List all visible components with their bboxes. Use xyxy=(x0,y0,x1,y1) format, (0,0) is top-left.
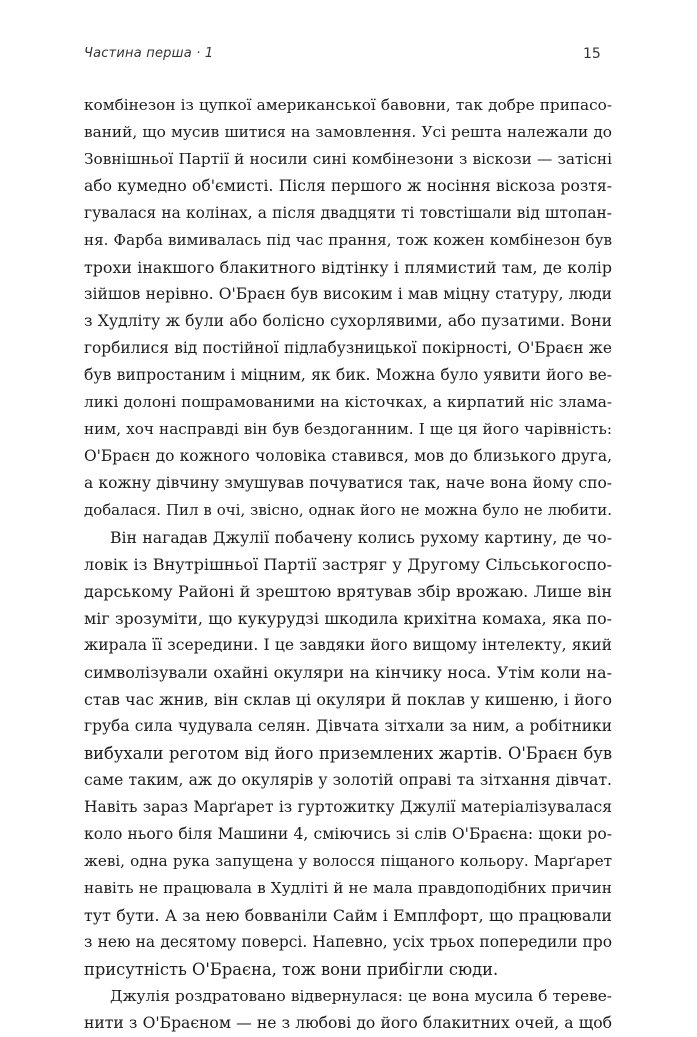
text-line: ня. Фарба вимивалась під час прання, тож кожен комбінезон був xyxy=(84,231,612,249)
text-line: нити з О'Браєном — не з любові до його блакитних очей, а щоб xyxy=(84,1014,612,1032)
text-line: ликі долоні пошрамованими на кісточках, а кирпатий ніс злама- xyxy=(84,393,612,411)
text-line: Зовнішньої Партії й носили сині комбінезони з віскози — затісні xyxy=(84,150,612,168)
running-head: Частина перша · 1 xyxy=(84,46,214,61)
text-line: став час жнив, він склав ці окуляри й поклав у кишеню, і його xyxy=(84,690,612,709)
text-line: гувалася на колінах, а після двадцяти ті товстішали від штопан- xyxy=(84,204,612,222)
text-line: жирала її зсередини. І це завдяки його вищому інтелекту, який xyxy=(84,636,612,654)
text-line: ловік із Внутрішньої Партії застряг у Другому Сільськогоспо- xyxy=(84,555,612,574)
text-line: трохи інакшого блакитного відтінку і плямистий там, де колір xyxy=(84,258,612,277)
page-number: 15 xyxy=(583,46,601,62)
text-line: добалася. Пил в очі, звісно, однак його не можна було не любити. xyxy=(84,501,612,519)
text-line: присутність О'Браєна, тож вони прибігли сюди. xyxy=(84,960,499,979)
text-line: з Худліту ж були або болісно сухорлявими, або пузатими. Вони xyxy=(84,312,612,330)
paragraph xyxy=(84,92,612,524)
text-line: дарському Районі й зрештою врятував збір врожаю. Лише він xyxy=(84,582,612,601)
text-line: коло нього біля Машини 4, сміючись зі слів О'Браєна: щоки ро- xyxy=(84,825,612,843)
text-line: ваний, що мусив шитися на замовлення. Усі решта належали до xyxy=(84,123,612,141)
text-line: груба сила чудувала селян. Дівчата зітхали за ним, а робітники xyxy=(84,717,612,735)
text-line: навіть не працювала в Худліті й не мала правдоподібних причин xyxy=(84,879,612,897)
paragraph xyxy=(84,983,612,1037)
text-line: міг зрозуміти, що кукурудзі шкодила крихітна комаха, яка по- xyxy=(84,609,612,628)
text-line: або кумедно об'ємисті. Після першого ж носіння віскоза розтя- xyxy=(84,177,612,195)
text-line: жеві, одна рука запущена у волосся піщаного кольору. Марґарет xyxy=(84,852,612,870)
text-line: символізували охайні окуляри на кінчику носа. Утім коли на- xyxy=(84,663,612,682)
text-line: горбилися від постійної підлабузницької покірності, О'Браєн же xyxy=(84,339,612,357)
text-line: з нею на десятому поверсі. Напевно, усіх трьох попередили про xyxy=(84,933,612,951)
text-line: тут бути. А за нею бовваніли Сайм і Емплфорт, що працювали xyxy=(84,906,612,925)
text-line: ним, хоч насправді він був бездоганним. І ще ця його чарівність: xyxy=(84,420,612,438)
text-line: комбінезон із цупкої американської бавовни, так добре припасо- xyxy=(84,96,612,114)
text-line: Навіть зараз Марґарет із гуртожитку Джулії матеріалізувалася xyxy=(84,798,612,816)
text-line: вибухали реготом від його приземлених жартів. О'Браєн був xyxy=(84,744,612,763)
text-line: а кожну дівчину змушував почуватися так, наче вона йому спо- xyxy=(84,474,612,492)
text-line: Джулія роздратовано відвернулася: це вона мусила б тереве- xyxy=(110,987,612,1005)
text-line: саме таким, аж до окулярів у золотій оправі та зітхання дівчат. xyxy=(84,771,612,789)
text-line: був випростаним і міцним, як бик. Можна було уявити його ве- xyxy=(84,366,612,384)
text-line: Він нагадав Джулії побачену колись рухому картину, де чо- xyxy=(110,528,612,547)
body-text xyxy=(84,92,612,1037)
text-line: зійшов нерівно. О'Браєн був високим і мав міцну статуру, люди xyxy=(84,285,612,303)
text-line: О'Браєн до кожного чоловіка ставився, мов до близького друга, xyxy=(84,447,612,465)
paragraph xyxy=(84,524,612,983)
